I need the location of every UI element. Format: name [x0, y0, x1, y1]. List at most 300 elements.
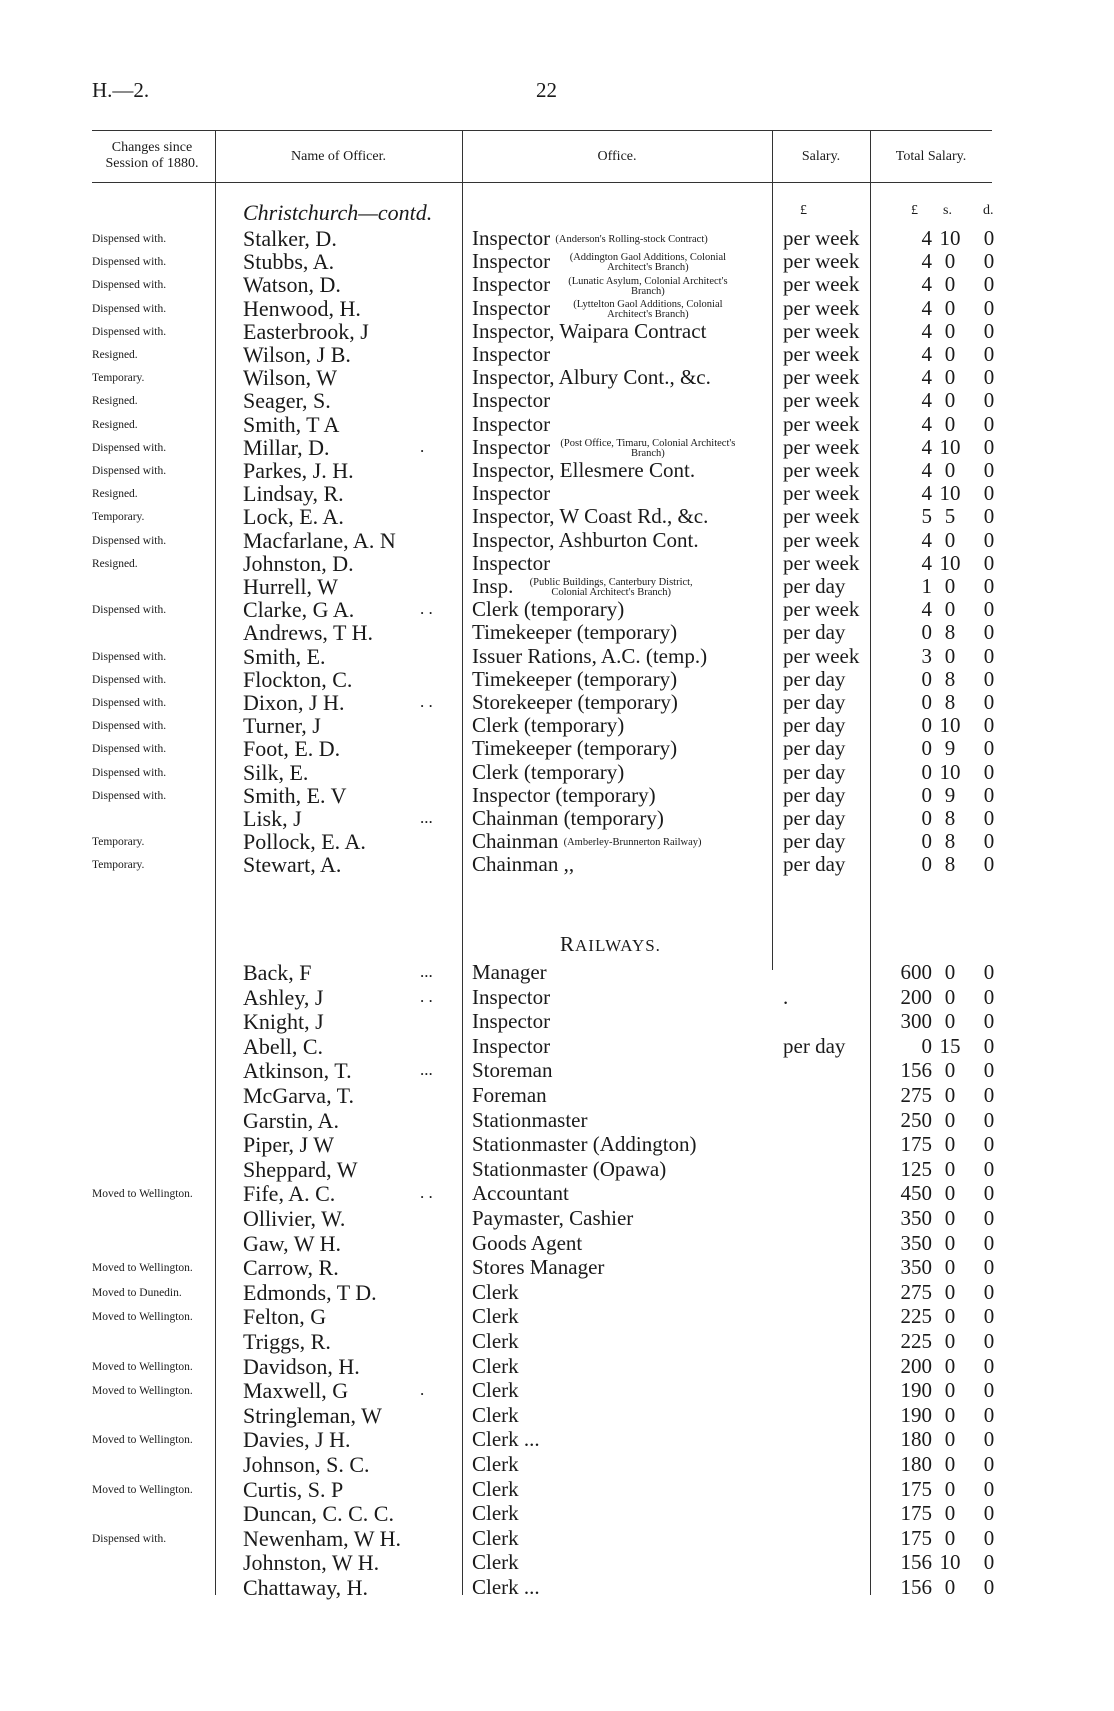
- change-note: Resigned.: [92, 418, 138, 431]
- total-shillings: 0: [944, 960, 956, 984]
- total-pence: 0: [983, 759, 995, 784]
- officer-name: Pollock, E. A.: [243, 829, 366, 855]
- salary-period: per day: [783, 666, 846, 691]
- table-row: [0, 1304, 1114, 1328]
- total-pence: 0: [983, 1255, 995, 1280]
- total-pence: 0: [983, 318, 995, 343]
- total-shillings: 10: [939, 1550, 961, 1575]
- change-note: Dispensed with.: [92, 325, 167, 338]
- total-pence: 0: [983, 829, 995, 854]
- total-shillings: 0: [944, 1083, 956, 1107]
- total-shillings: 0: [944, 1427, 956, 1452]
- change-note: Moved to Dunedin.: [92, 1286, 182, 1299]
- total-shillings: 8: [944, 666, 956, 691]
- office-title: Timekeeper (temporary): [472, 736, 678, 761]
- total-pounds: 4: [921, 318, 932, 343]
- table-row: [0, 960, 1114, 984]
- table-row: [0, 1575, 1114, 1599]
- officer-name: Felton, G: [243, 1304, 327, 1330]
- salary-unit-pound: £: [800, 203, 807, 218]
- change-note: Dispensed with.: [92, 743, 167, 756]
- total-pounds: 4: [921, 527, 932, 552]
- salary-period: per week: [783, 249, 860, 274]
- table-row: [0, 1255, 1114, 1279]
- officer-name: Lock, E. A.: [243, 504, 344, 530]
- total-shillings: 0: [944, 272, 956, 297]
- change-note: Dispensed with.: [92, 789, 167, 802]
- officer-name: Maxwell, G: [243, 1378, 349, 1404]
- officer-name: Parkes, J. H.: [243, 458, 354, 483]
- table-row: [0, 504, 1114, 528]
- total-pounds: 300: [900, 1009, 932, 1034]
- salary-period: per day: [783, 829, 846, 854]
- total-pounds: 0: [921, 759, 932, 784]
- table-row: [0, 736, 1114, 760]
- total-shillings: 5: [944, 504, 956, 529]
- column-header-total-salary: Total Salary.: [895, 149, 967, 164]
- total-shillings: 0: [944, 1575, 956, 1599]
- officer-name: Smith, E.: [243, 643, 326, 669]
- officer-name: Ollivier, W.: [243, 1206, 346, 1231]
- table-row: [0, 481, 1114, 505]
- office-title: Storeman: [472, 1058, 553, 1083]
- change-note: Temporary.: [92, 859, 145, 872]
- leader-dots: .: [420, 436, 425, 456]
- change-note: Resigned.: [92, 395, 138, 408]
- total-pounds: 600: [900, 960, 932, 984]
- officer-name: Smith, T A: [243, 411, 340, 437]
- total-shillings: 0: [944, 388, 956, 413]
- office-title: Stationmaster: [472, 1107, 588, 1132]
- officer-name: Johnston, W H.: [243, 1550, 380, 1576]
- table-row: [0, 1427, 1114, 1451]
- total-pence: 0: [983, 736, 995, 761]
- change-note: Temporary.: [92, 836, 145, 849]
- total-pence: 0: [983, 1378, 995, 1403]
- office-title-text: Inspector: [472, 226, 556, 250]
- total-pence: 0: [983, 1304, 995, 1329]
- office-note: (Amberley-Brunnerton Railway): [563, 837, 702, 849]
- total-shillings: 0: [944, 1206, 956, 1230]
- total-shillings: 0: [944, 1304, 956, 1329]
- office-title: [472, 272, 740, 297]
- salary-period: per day: [783, 1033, 846, 1058]
- total-unit-pence: d.: [983, 203, 994, 218]
- total-pence: 0: [983, 1329, 995, 1353]
- office-title: [472, 435, 740, 460]
- office-title: Clerk: [472, 1452, 519, 1476]
- total-pounds: 125: [900, 1156, 932, 1181]
- section-heading-railways: RAILWAYS.: [560, 932, 661, 956]
- leader-dots: .: [420, 1380, 425, 1400]
- table-row: [0, 1477, 1114, 1501]
- total-pounds: 4: [921, 550, 932, 575]
- officer-name: Watson, D.: [243, 272, 341, 298]
- office-title: Clerk ...: [472, 1575, 540, 1599]
- leader-dots: . .: [420, 1183, 433, 1203]
- officer-name: Hurrell, W: [243, 574, 338, 599]
- total-pence: 0: [983, 713, 995, 738]
- officer-name: Wilson, J B.: [243, 342, 351, 367]
- leader-dots: ...: [420, 808, 433, 827]
- change-note: Moved to Wellington.: [92, 1311, 193, 1324]
- table-row: [0, 829, 1114, 853]
- total-pounds: 450: [900, 1181, 932, 1206]
- total-shillings: 0: [944, 1378, 956, 1403]
- office-title: Clerk (temporary): [472, 713, 625, 738]
- officer-name: Back, F: [243, 960, 312, 985]
- total-shillings: 0: [944, 458, 956, 482]
- table-row: [0, 1329, 1114, 1353]
- change-note: Temporary.: [92, 372, 145, 385]
- officer-name: Piper, J W: [243, 1132, 334, 1158]
- change-note: Dispensed with.: [92, 766, 167, 779]
- total-pounds: 4: [921, 342, 932, 366]
- table-row: [0, 1550, 1114, 1574]
- total-pounds: 275: [900, 1279, 932, 1304]
- total-pence: 0: [983, 574, 995, 598]
- table-row: [0, 388, 1114, 412]
- change-note: Dispensed with.: [92, 697, 167, 709]
- salary-period: per day: [783, 690, 846, 714]
- officer-name: Andrews, T H.: [243, 620, 373, 646]
- change-note: Moved to Wellington.: [92, 1188, 193, 1201]
- officer-name: Lisk, J: [243, 806, 302, 831]
- table-row: [0, 620, 1114, 644]
- office-title: Storekeeper (temporary): [472, 690, 678, 714]
- total-pounds: 250: [900, 1107, 932, 1132]
- officer-name: Curtis, S. P: [243, 1476, 344, 1502]
- officer-name: Garstin, A.: [243, 1107, 339, 1133]
- table-row: [0, 226, 1114, 250]
- total-pence: 0: [983, 1353, 995, 1378]
- change-note: Moved to Wellington.: [92, 1262, 193, 1275]
- table-row: [0, 644, 1114, 668]
- change-note: Dispensed with.: [92, 302, 167, 315]
- office-title: Inspector: [472, 342, 551, 366]
- table-row: [0, 1034, 1114, 1058]
- total-shillings: 0: [944, 1525, 956, 1550]
- total-shillings: 0: [944, 1279, 956, 1304]
- change-note: Temporary.: [92, 511, 145, 524]
- officer-name: Silk, E.: [243, 759, 309, 785]
- total-pence: 0: [983, 1427, 995, 1452]
- total-pounds: 3: [921, 643, 932, 668]
- table-row: [0, 574, 1114, 598]
- office-title: Inspector, Albury Cont., &c.: [472, 365, 711, 390]
- section-heading-christchurch: Christchurch—contd.: [243, 200, 433, 225]
- total-shillings: 0: [944, 984, 956, 1009]
- total-shillings: 10: [939, 550, 961, 575]
- change-note: Dispensed with.: [92, 465, 167, 477]
- total-pence: 0: [983, 1575, 995, 1599]
- total-shillings: 9: [944, 736, 956, 761]
- office-title: Clerk (temporary): [472, 597, 625, 622]
- total-pence: 0: [983, 597, 995, 622]
- officer-name: Johnson, S. C.: [243, 1452, 370, 1477]
- office-note: (Addington Gaol Additions, Colonial Architect's Branch): [569, 252, 727, 274]
- total-pounds: 4: [921, 481, 932, 506]
- table-row: [0, 1058, 1114, 1082]
- change-note: Dispensed with.: [92, 279, 167, 292]
- officer-name: Edmonds, T D.: [243, 1279, 377, 1305]
- table-row: [0, 1526, 1114, 1550]
- officer-name: Johnston, D.: [243, 550, 354, 576]
- column-header-name: Name of Officer.: [291, 149, 386, 164]
- total-pounds: 200: [900, 1353, 932, 1378]
- salary-period: per day: [783, 782, 846, 807]
- office-title: [472, 226, 708, 251]
- office-title: Inspector: [472, 984, 551, 1009]
- office-title: [472, 249, 740, 274]
- total-pence: 0: [983, 342, 995, 366]
- office-title: Clerk: [472, 1279, 519, 1304]
- change-note: Dispensed with.: [92, 534, 167, 547]
- officer-name: Foot, E. D.: [243, 736, 341, 762]
- office-title: Chainman ,,: [472, 852, 575, 877]
- office-note: (Public Buildings, Canterbury District, Colonial Architect's Branch): [529, 577, 693, 599]
- office-title: Inspector: [472, 481, 551, 506]
- salary-period: per week: [783, 226, 860, 250]
- total-pence: 0: [983, 1525, 995, 1550]
- total-pounds: 4: [921, 365, 932, 390]
- officer-name: Seager, S.: [243, 388, 331, 414]
- table-row: [0, 760, 1114, 784]
- office-title: Paymaster, Cashier: [472, 1206, 634, 1230]
- total-pounds: 350: [900, 1206, 932, 1230]
- officer-name: Davies, J H.: [243, 1427, 351, 1453]
- officer-name: Chattaway, H.: [243, 1575, 369, 1600]
- total-pence: 0: [983, 504, 995, 529]
- total-pence: 0: [983, 388, 995, 413]
- total-shillings: 10: [939, 713, 961, 738]
- total-shillings: 0: [944, 1329, 956, 1353]
- total-unit-pounds: £: [911, 203, 918, 218]
- total-pence: 0: [983, 458, 995, 482]
- document-reference: H.—2.: [92, 78, 150, 102]
- salary-period: per week: [783, 643, 860, 668]
- change-note: Dispensed with.: [92, 256, 167, 269]
- total-pence: 0: [983, 1206, 995, 1230]
- total-shillings: 0: [944, 1107, 956, 1132]
- salary-period: per week: [783, 597, 860, 622]
- total-pence: 0: [983, 550, 995, 575]
- change-note: Resigned.: [92, 557, 138, 570]
- table-row: [0, 1083, 1114, 1107]
- officer-name: Easterbrook, J: [243, 318, 369, 344]
- total-pounds: 1: [921, 574, 932, 598]
- officer-name: Wilson, W: [243, 365, 338, 391]
- total-shillings: 0: [944, 1255, 956, 1280]
- office-title: Clerk: [472, 1304, 519, 1329]
- office-title: Foreman: [472, 1083, 547, 1107]
- total-pounds: 350: [900, 1230, 932, 1255]
- total-pounds: 275: [900, 1083, 932, 1107]
- office-title: Clerk: [472, 1550, 519, 1575]
- office-title: Clerk: [472, 1476, 519, 1501]
- total-pounds: 0: [921, 620, 932, 645]
- table-row: [0, 1181, 1114, 1205]
- total-shillings: 0: [944, 1132, 956, 1157]
- table-row: [0, 1354, 1114, 1378]
- office-title: Inspector: [472, 388, 551, 413]
- table-row: [0, 296, 1114, 320]
- total-shillings: 0: [944, 1452, 956, 1476]
- change-note: Moved to Wellington.: [92, 1385, 193, 1398]
- office-title-text: Inspector: [472, 272, 556, 297]
- salary-period: per day: [783, 713, 846, 738]
- table-row: [0, 1206, 1114, 1230]
- change-note: Dispensed with.: [92, 1532, 167, 1545]
- total-pence: 0: [983, 666, 995, 691]
- office-title-text: Inspector: [472, 434, 556, 459]
- table-row: [0, 806, 1114, 830]
- total-shillings: 0: [944, 411, 956, 436]
- table-row: [0, 342, 1114, 366]
- office-title: Clerk: [472, 1525, 519, 1550]
- office-title: Issuer Rations, A.C. (temp.): [472, 643, 708, 668]
- office-title: Inspector, Ashburton Cont.: [472, 527, 699, 552]
- total-shillings: 0: [944, 1058, 956, 1083]
- salary-period: per week: [783, 295, 860, 320]
- table-row: [0, 551, 1114, 575]
- officer-name: Triggs, R.: [243, 1329, 331, 1354]
- office-title-text: Chainman: [472, 829, 564, 854]
- table-row: [0, 713, 1114, 737]
- officer-name: Davidson, H.: [243, 1353, 360, 1379]
- total-pence: 0: [983, 690, 995, 714]
- total-pounds: 175: [900, 1525, 932, 1550]
- total-pence: 0: [983, 434, 995, 459]
- total-pounds: 175: [900, 1476, 932, 1501]
- office-title: Inspector: [472, 1033, 551, 1058]
- column-header-salary: Salary.: [801, 149, 841, 164]
- table-row: [0, 690, 1114, 714]
- salary-period: per week: [783, 550, 860, 575]
- office-title: Manager: [472, 960, 547, 984]
- officer-name: Macfarlane, A. N: [243, 527, 396, 553]
- total-pence: 0: [983, 960, 995, 984]
- office-note: (Post Office, Timaru, Colonial Architect's Branch): [560, 437, 736, 459]
- column-header-changes: Changes since Session of 1880.: [105, 140, 199, 171]
- total-shillings: 8: [944, 690, 956, 714]
- salary-period: per week: [783, 434, 860, 459]
- table-row: [0, 528, 1114, 552]
- total-pounds: 4: [921, 388, 932, 413]
- total-shillings: 9: [944, 782, 956, 807]
- total-shillings: 10: [939, 481, 961, 506]
- office-title: [472, 574, 704, 599]
- salary-period: per day: [783, 620, 846, 645]
- office-title: Clerk: [472, 1402, 519, 1427]
- total-pence: 0: [983, 782, 995, 807]
- total-pounds: 225: [900, 1329, 932, 1353]
- total-shillings: 10: [939, 759, 961, 784]
- total-pounds: 0: [921, 852, 932, 877]
- total-pence: 0: [983, 1476, 995, 1501]
- officer-name: Sheppard, W: [243, 1156, 358, 1182]
- total-shillings: 0: [944, 574, 956, 598]
- table-header-rule: [92, 182, 992, 183]
- total-pounds: 175: [900, 1501, 932, 1526]
- office-title: Stationmaster (Opawa): [472, 1156, 667, 1181]
- table-row: [0, 667, 1114, 691]
- office-title-text: Inspector: [472, 295, 556, 320]
- total-pounds: 156: [900, 1550, 932, 1575]
- change-note: Dispensed with.: [92, 673, 167, 686]
- total-pence: 0: [983, 1132, 995, 1157]
- total-pounds: 4: [921, 597, 932, 622]
- change-note: Moved to Wellington.: [92, 1360, 193, 1373]
- leader-dots: ...: [420, 1060, 433, 1080]
- change-note: Dispensed with.: [92, 233, 167, 245]
- officer-name: Millar, D.: [243, 434, 330, 460]
- total-pence: 0: [983, 481, 995, 506]
- column-header-office: Office.: [597, 149, 637, 164]
- salary-period: per week: [783, 272, 860, 297]
- salary-period: per week: [783, 411, 860, 436]
- leader-dots: . .: [420, 986, 433, 1006]
- total-pence: 0: [983, 1501, 995, 1526]
- table-row: [0, 1157, 1114, 1181]
- officer-name: Dixon, J H.: [243, 690, 345, 715]
- total-pence: 0: [983, 295, 995, 320]
- total-pounds: 350: [900, 1255, 932, 1280]
- total-shillings: 0: [944, 318, 956, 343]
- office-title: Inspector: [472, 550, 551, 575]
- leader-dots: . .: [420, 692, 433, 711]
- officer-name: Abell, C.: [243, 1033, 324, 1059]
- total-pence: 0: [983, 226, 995, 250]
- total-pence: 0: [983, 411, 995, 436]
- total-pence: 0: [983, 272, 995, 297]
- total-pounds: 180: [900, 1427, 932, 1452]
- change-note: Resigned.: [92, 488, 138, 501]
- total-pounds: 4: [921, 226, 932, 250]
- table-row: [0, 1501, 1114, 1525]
- total-pence: 0: [983, 1181, 995, 1206]
- officer-name: Fife, A. C.: [243, 1181, 336, 1207]
- salary-period: per day: [783, 759, 846, 784]
- table-row: [0, 272, 1114, 296]
- office-title: Clerk: [472, 1353, 519, 1378]
- office-title: Inspector (temporary): [472, 782, 656, 807]
- page-number: 22: [536, 78, 557, 102]
- table-row: [0, 435, 1114, 459]
- total-pounds: 0: [921, 713, 932, 738]
- officer-name: Clarke, G A.: [243, 597, 355, 623]
- total-pence: 0: [983, 1009, 995, 1034]
- table-row: [0, 597, 1114, 621]
- office-note: (Lunatic Asylum, Colonial Architect's Branch): [568, 275, 728, 297]
- leader-dots: . .: [420, 599, 433, 619]
- officer-name: Stubbs, A.: [243, 249, 335, 275]
- table-row: [0, 783, 1114, 807]
- table-row: [0, 1403, 1114, 1427]
- officer-name: Henwood, H.: [243, 295, 361, 321]
- total-pence: 0: [983, 1083, 995, 1107]
- table-row: [0, 1009, 1114, 1033]
- office-title: Clerk: [472, 1329, 519, 1353]
- total-pounds: 180: [900, 1452, 932, 1476]
- total-pounds: 0: [921, 666, 932, 691]
- office-title: Stores Manager: [472, 1255, 605, 1280]
- office-title: Inspector, Ellesmere Cont.: [472, 458, 696, 482]
- office-title: Inspector: [472, 1009, 551, 1034]
- officer-name: Smith, E. V: [243, 782, 347, 808]
- table-row: [0, 1231, 1114, 1255]
- total-shillings: 0: [944, 1476, 956, 1501]
